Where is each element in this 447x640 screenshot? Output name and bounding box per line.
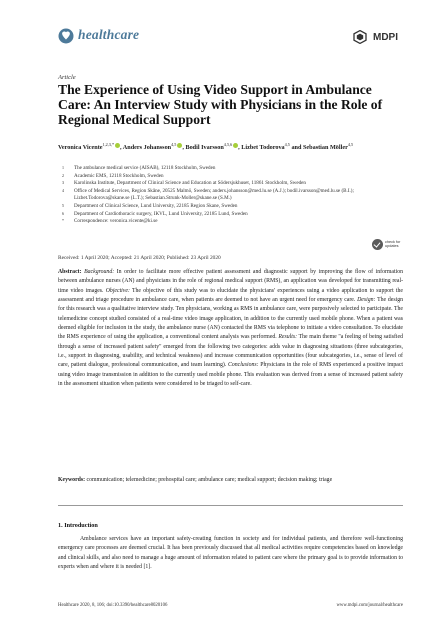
- footer-url[interactable]: www.mdpi.com/journal/healthcare: [336, 603, 403, 608]
- abstract-objective-label: Objective:: [105, 287, 130, 294]
- author-list: [58, 140, 398, 153]
- abstract: [58, 268, 403, 389]
- affiliation-item: [58, 211, 403, 219]
- affiliation-text: Department of Cardiothoracic surgery, IKVL, Lund University, 22185 Lund, Sweden: [74, 210, 248, 217]
- check-for-updates-badge[interactable]: [372, 239, 404, 259]
- affiliation-number: 6: [62, 210, 64, 216]
- author-separator: ,: [120, 144, 123, 152]
- article-title: The Experience of Using Video Support in Ambulance Care: An Interview Study with Physicians in the Role of Regional Medical Support: [58, 82, 383, 127]
- author-affiliation-marker: 4,5: [171, 142, 177, 147]
- affiliation-number: 4: [62, 187, 64, 193]
- abstract-background: In order to facilitate more effective patient assessment and diagnostic support by improving the flow of information between ambulance nurses (AN) and physicians in the role of regional medical support (RMS), an application was developed for transmitting real-time video images.: [58, 269, 403, 294]
- author-name[interactable]: Lizbet Todorova: [241, 144, 285, 152]
- author-affiliation-marker: 4,5: [347, 142, 354, 147]
- affiliation-number: 1: [62, 165, 64, 170]
- affiliation-item: [58, 218, 403, 226]
- affiliation-list: [58, 165, 403, 226]
- journal-header: [58, 26, 398, 46]
- journal-name: healthcare: [78, 27, 140, 42]
- affiliation-text: Academic EMS, 12118 Stockholm, Sweden: [74, 172, 164, 179]
- author-separator: ,: [182, 144, 186, 152]
- footer-citation: Healthcare 2020, 8, 106; doi:10.3390/healthcare8020106: [58, 603, 168, 608]
- affiliation-text: Office of Medical Services, Region Skåne, 20525 Malmö, Sweden; anders.johansson@med.lu.se (A.J.); bodil.ivarsson@med.lu.se (B.I.); Lizbet.Todorova@skane.se (L.T.); Sebastian.Strunk-Moller@skane.se (S.M.): [74, 187, 354, 202]
- affiliation-text: Correspondence: veronica.vicente@ki.se: [74, 218, 158, 225]
- keywords: [58, 476, 403, 485]
- article-type: Article: [58, 74, 76, 81]
- affiliation-number: 3: [62, 180, 64, 186]
- affiliation-item: [58, 165, 403, 173]
- page-footer: [58, 603, 403, 611]
- author-affiliation-marker: 4,5: [284, 142, 290, 147]
- affiliation-item: [58, 188, 403, 203]
- abstract-design-label: Design:: [357, 297, 376, 304]
- mdpi-logo-icon: [353, 30, 367, 44]
- publisher-logo: [353, 28, 398, 44]
- section-heading: 1. Introduction: [58, 522, 98, 529]
- introduction-paragraph: Ambulance services have an important safety-creating function in society and for individual patients, and therefore well-functioning emergency care processes are deemed crucial. It has been previously discussed that all medical activities require competencies based on knowledge and clinical skills, and also need to manage a huge amount of information related to patient care where the primary goal is to provide information to experts when and where it is needed [1].: [58, 536, 403, 571]
- abstract-design: The design for this research was a qualitative interview study. Ten physicians, working as RMS in ambulance care, were purposively selected to participate. The telemedicine concept studied consisted of a real-time video image application, in addition to the currently used mobile phone. When a patient was deemed eligible for inclusion in the study, the ambulance nurse (AN) contacted the RMS via telephone to initiate a video consultation. To elucidate the RMS experience of using the application, a conventional content analysis was performed.: [58, 297, 403, 341]
- author-affiliation-marker: 4,5,6: [223, 142, 233, 147]
- publisher-name: MDPI: [373, 31, 398, 43]
- publication-dates: Received: 1 April 2020; Accepted: 21 April 2020; Published: 23 April 2020: [58, 255, 221, 261]
- affiliation-text: The ambulance medical service (AISAB), 12118 Stockholm, Sweden: [74, 165, 216, 171]
- abstract-results-label: Results:: [278, 334, 298, 341]
- abstract-conclusions-label: Conclusions:: [227, 362, 259, 369]
- author-separator: and: [289, 144, 303, 152]
- author-affiliation-marker: 1,2,3,*: [102, 142, 115, 147]
- abstract-results: The main theme "a feeling of being satisfied through a sense of increased patient safety" emerged from the following two categories: adds value in diagnosing situations (three subcategories, i.e., support in diagnosing, usability, and technical weakness) and increase communication opportunities (four subcategories, i.e., sense of level of care, patient dialogue, professional communication, and team learning).: [58, 334, 403, 369]
- author-name[interactable]: Sebastian Möller: [302, 144, 348, 152]
- author-separator: ,: [238, 144, 242, 152]
- keywords-label: Keywords:: [58, 477, 86, 483]
- check-for-updates-text: check for updates: [385, 240, 401, 249]
- check-icon: [372, 239, 383, 250]
- affiliation-item: [58, 203, 403, 211]
- affiliation-number: *: [62, 218, 64, 224]
- keywords-text: communication; telemedicine; prehospital care; ambulance care; medical support; decision making; triage: [85, 477, 333, 483]
- affiliation-number: 5: [62, 202, 64, 208]
- section-divider: [58, 505, 403, 506]
- affiliation-number: 2: [62, 172, 64, 178]
- affiliation-item: [58, 180, 403, 188]
- abstract-objective: The objective of this study was to elucidate the physicians' experiences using a video application to support the assessment and triage procedure in ambulance care, when patients are deemed to not have an urgent need for emergency care.: [58, 287, 403, 304]
- author-name[interactable]: Bodil Ivarsson: [185, 144, 224, 152]
- abstract-label: Abstract:: [58, 269, 82, 275]
- author-name[interactable]: Veronica Vicente: [58, 144, 103, 152]
- healthcare-journal-logo-icon: [58, 28, 74, 44]
- affiliation-text: Department of Clinical Science, Lund University, 22185 Region Skane, Sweden: [74, 202, 238, 209]
- affiliation-text: Karolinska Institute, Department of Clinical Science and Education at Södersjukhuset, 11861 Stockholm, Sweden: [74, 180, 306, 187]
- abstract-background-label: Background:: [84, 269, 115, 275]
- author-name[interactable]: Anders Johansson: [122, 144, 172, 152]
- abstract-conclusions: Physicians in the role of RMS experienced a positive impact using video image transmission in addition to the currently used mobile phone. This evaluation was derived from a sense of increased patient safety in the assessment situation when patients were considered to be triaged to self-care.: [58, 362, 404, 388]
